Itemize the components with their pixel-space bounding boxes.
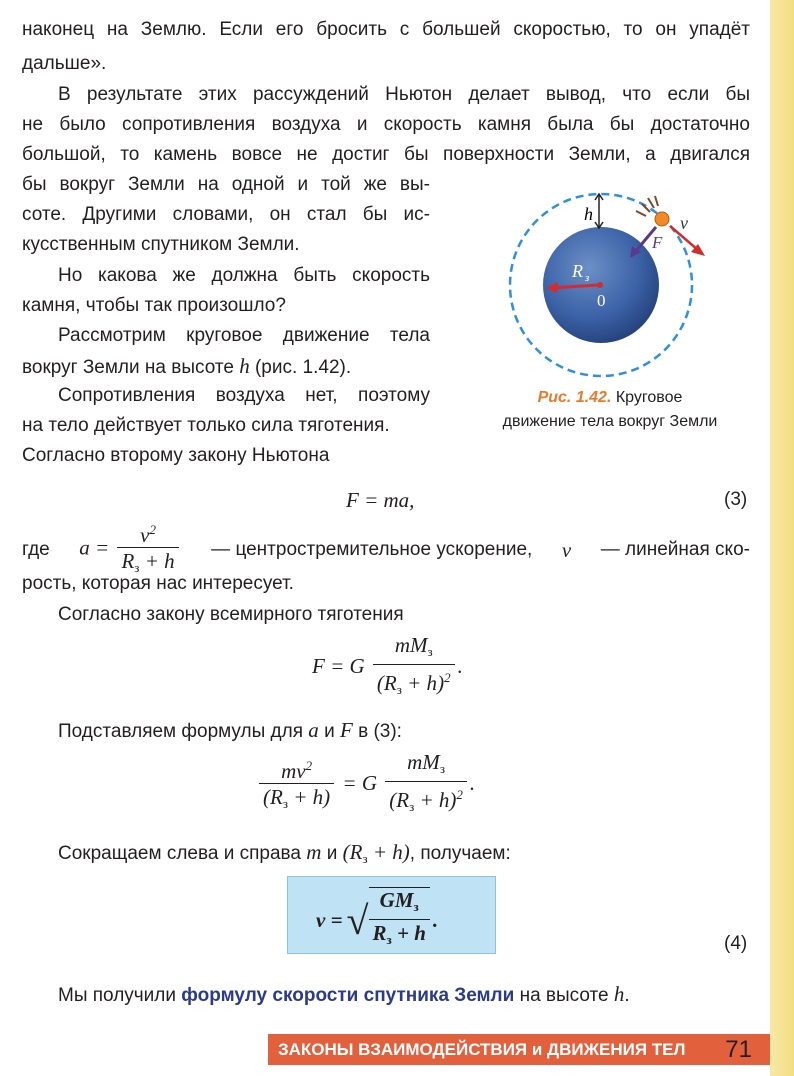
text-line: Согласно второму закону Ньютона xyxy=(22,445,330,466)
text-line: соте. Другими словами, он стал бы ис- xyxy=(22,204,430,225)
text-line: Сопротивления воздуха нет, поэтому xyxy=(58,385,430,406)
math-v: v xyxy=(561,537,572,562)
text-line: кусственным спутником Земли. xyxy=(22,234,300,255)
equation-number: (3) xyxy=(724,489,748,510)
equation-3: F = ma, xyxy=(346,488,415,512)
text-line xyxy=(22,354,351,380)
caption-text: Круговое xyxy=(615,389,683,406)
label-v: v xyxy=(680,213,688,233)
satellite-speed-formula-box xyxy=(287,876,496,954)
footer-chapter-bar xyxy=(268,1034,770,1065)
formula-a: a = $\frac{v^2}{R_з + h}$ xyxy=(79,518,181,581)
math-h: h xyxy=(239,354,250,378)
label-R: R xyxy=(572,261,583,281)
gravitation-formula: F = G $\frac{mM_з}{(R_з + h)^2}$ . xyxy=(312,633,463,703)
text-line: не было сопротивления воздуха и скорость камня была бы достаточно xyxy=(22,114,750,135)
label-R-sub: з xyxy=(585,272,590,284)
chapter-title: ЗАКОНЫ ВЗАИМОДЕЙСТВИЯ и ДВИЖЕНИЯ ТЕЛ xyxy=(278,1040,686,1059)
text-line: Сокращаем слева и справа m и $(R_з + h)$, получаем: xyxy=(58,840,511,866)
text-line: Мы получили формулу скорости спутника Земли на высоте h. xyxy=(58,982,630,1006)
text-line: на тело действует только сила тяготения. xyxy=(22,415,390,436)
text-line: В результате этих рассуждений Ньютон делает вывод, что если бы xyxy=(58,84,750,105)
text-line: Но какова же должна быть скорость xyxy=(58,265,430,286)
substitution-formula: $\frac{mv^2}{(R_з + h)}$ = G $\frac{mM_з}{(R_з + h)^2}$ . xyxy=(256,750,475,820)
text-line: Согласно закону всемирного тяготения xyxy=(58,604,404,625)
text: вокруг Земли на высоте xyxy=(22,357,234,378)
text: где xyxy=(22,538,50,560)
text-line: камня, чтобы так произошло? xyxy=(22,295,286,316)
equation-number: (4) xyxy=(724,933,748,954)
text-line: наконец на Землю. Если его бросить с большей скоростью, то он упадёт xyxy=(22,19,750,40)
label-h: h xyxy=(584,204,593,224)
earth-orbit-figure xyxy=(480,170,740,385)
page-edge-strip xyxy=(770,0,794,1076)
label-O: 0 xyxy=(597,291,606,310)
figure-caption xyxy=(470,386,750,434)
text: (рис. 1.42). xyxy=(254,357,352,378)
satellite-speed-formula: v = √ $\frac{GM_з}{R_з + h}$ . xyxy=(316,887,438,953)
caption-text: движение тела вокруг Земли xyxy=(502,413,718,430)
text: — центростремительное ускорение, xyxy=(211,538,533,560)
text-line: Рассмотрим круговое движение тела xyxy=(58,325,430,346)
text-line: рость, которая нас интересует. xyxy=(22,573,294,594)
label-F: F xyxy=(652,233,663,252)
text-line: бы вокруг Земли на одной и той же вы- xyxy=(22,174,430,195)
page-number: 71 xyxy=(725,1036,752,1063)
text-line: дальше». xyxy=(22,53,107,74)
satellite-stone xyxy=(655,212,669,226)
text: — линейная ско- xyxy=(600,538,750,560)
text-line: большой, то камень вовсе не достиг бы поверхности Земли, а двигался xyxy=(22,144,750,165)
text-line: Подставляем формулы для a и F в (3): xyxy=(58,718,402,742)
caption-label: Рис. 1.42. xyxy=(537,389,612,406)
